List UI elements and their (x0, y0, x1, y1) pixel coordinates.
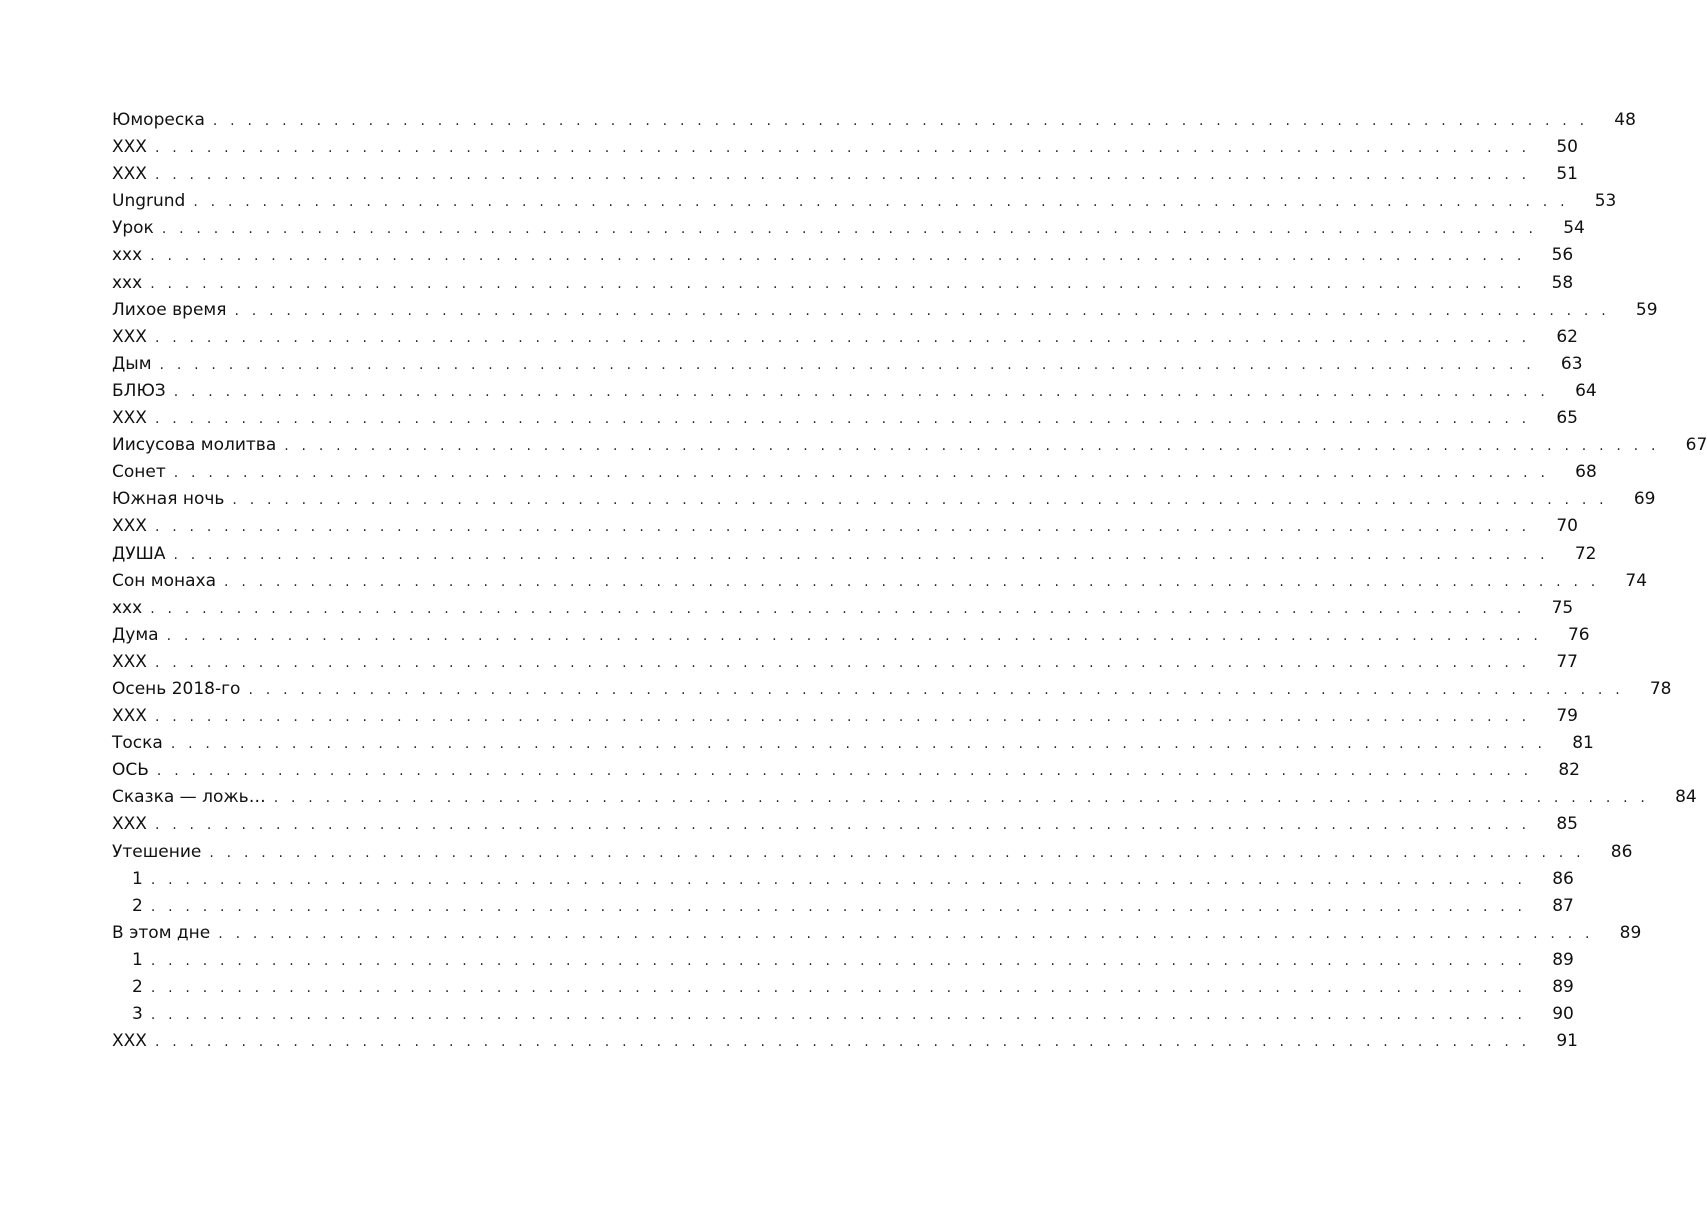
toc-entry-title: ХХХ (112, 408, 147, 429)
toc-subentry[interactable] (112, 866, 1574, 893)
dot-leader: . . . . . . . . . . . . . . . . . . . . . . . . . . . . . . . . . . . . . . . . . . . . . . . . . . . . . . . . . . . . . . . . . . . . . . . . . . . . . . . . (248, 681, 1624, 698)
toc-entry[interactable] (112, 161, 1578, 188)
toc-entry-title: Сонет (112, 462, 166, 483)
dot-leader: . . . . . . . . . . . . . . . . . . . . . . . . . . . . . . . . . . . . . . . . . . . . . . . . . . . . . . . . . . . . . . . . . . . . . . . . . . . . . . . . (150, 898, 1527, 915)
dot-leader: . . . . . . . . . . . . . . . . . . . . . . . . . . . . . . . . . . . . . . . . . . . . . . . . . . . . . . . . . . . . . . . . . . . . . . . . . . . . . . . . (150, 871, 1527, 888)
toc-entry-title: Ungrund (112, 191, 186, 212)
toc-entry-page-number: 89 (1552, 949, 1574, 970)
toc-entry-page-number: 56 (1551, 245, 1574, 266)
toc-entry[interactable] (112, 839, 1633, 866)
toc-entry[interactable] (112, 351, 1583, 378)
toc-entry[interactable] (112, 324, 1578, 351)
toc-entry-title: ХХХ (112, 814, 147, 835)
dot-leader: . . . . . . . . . . . . . . . . . . . . . . . . . . . . . . . . . . . . . . . . . . . . . . . . . . . . . . . . . . . . . . . . . . . . . . . . . . . . . . . . (284, 438, 1660, 455)
toc-entry-page-number: 62 (1556, 326, 1578, 347)
dot-leader: . . . . . . . . . . . . . . . . . . . . . . . . . . . . . . . . . . . . . . . . . . . . . . . . . . . . . . . . . . . . . . . . . . . . . . . . . . . . . . . . (154, 519, 1531, 536)
toc-entry-title: Иисусова молитва (112, 435, 277, 456)
toc-entry-title: Утешение (112, 841, 202, 862)
dot-leader: . . . . . . . . . . . . . . . . . . . . . . . . . . . . . . . . . . . . . . . . . . . . . . . . . . . . . . . . . . . . . . . . . . . . . . . . . . . . . . . . (193, 194, 1569, 211)
toc-entry-title: Дума (112, 624, 159, 645)
toc-entry-title: ххх (112, 245, 143, 266)
dot-leader: . . . . . . . . . . . . . . . . . . . . . . . . . . . . . . . . . . . . . . . . . . . . . . . . . . . . . . . . . . . . . . . . . . . . . . . . . . . . . . . . (150, 952, 1527, 969)
toc-entry[interactable] (112, 649, 1578, 676)
toc-entry-page-number: 53 (1594, 191, 1617, 212)
toc-entry[interactable] (112, 622, 1590, 649)
toc-entry[interactable] (112, 270, 1574, 297)
toc-entry-title: Сон монаха (112, 570, 217, 591)
dot-leader: . . . . . . . . . . . . . . . . . . . . . . . . . . . . . . . . . . . . . . . . . . . . . . . . . . . . . . . . . . . . . . . . . . . . . . . . . . . . . . . . (173, 383, 1550, 400)
dot-leader: . . . . . . . . . . . . . . . . . . . . . . . . . . . . . . . . . . . . . . . . . . . . . . . . . . . . . . . . . . . . . . . . . . . . . . . . . . . . . . . . (212, 113, 1589, 129)
toc-entry-title: 2 (132, 895, 143, 916)
toc-subentry[interactable] (112, 947, 1574, 974)
toc-entry-title: ХХХ (112, 326, 147, 347)
toc-entry-page-number: 85 (1556, 814, 1578, 835)
toc-entry[interactable] (112, 757, 1580, 784)
toc-entry[interactable] (112, 107, 1636, 134)
dot-leader: . . . . . . . . . . . . . . . . . . . . . . . . . . . . . . . . . . . . . . . . . . . . . . . . . . . . . . . . . . . . . . . . . . . . . . . . . . . . . . . . (156, 763, 1533, 780)
toc-entry-title: ХХХ (112, 164, 147, 185)
toc-entry-page-number: 63 (1560, 353, 1583, 374)
toc-entry[interactable] (112, 297, 1658, 324)
toc-entry[interactable] (112, 405, 1578, 432)
toc-entry[interactable] (112, 242, 1574, 269)
toc-entry-title: ХХХ (112, 137, 147, 158)
dot-leader: . . . . . . . . . . . . . . . . . . . . . . . . . . . . . . . . . . . . . . . . . . . . . . . . . . . . . . . . . . . . . . . . . . . . . . . . . . . . . . . . (154, 140, 1531, 157)
toc-entry-page-number: 79 (1556, 706, 1578, 727)
dot-leader: . . . . . . . . . . . . . . . . . . . . . . . . . . . . . . . . . . . . . . . . . . . . . . . . . . . . . . . . . . . . . . . . . . . . . . . . . . . . . . . . (150, 248, 1526, 265)
toc-entry-page-number: 54 (1563, 218, 1585, 239)
toc-entry-title: Юмореска (112, 110, 205, 130)
toc-entry-title: БЛЮЗ (112, 380, 166, 401)
dot-leader: . . . . . . . . . . . . . . . . . . . . . . . . . . . . . . . . . . . . . . . . . . . . . . . . . . . . . . . . . . . . . . . . . . . . . . . . . . . . . . . . (232, 492, 1608, 509)
dot-leader: . . . . . . . . . . . . . . . . . . . . . . . . . . . . . . . . . . . . . . . . . . . . . . . . . . . . . . . . . . . . . . . . . . . . . . . . . . . . . . . . (154, 329, 1531, 346)
toc-entry-title: Тоска (112, 733, 163, 754)
toc-entry-title: ххх (112, 272, 143, 293)
toc-entry[interactable] (112, 459, 1597, 486)
toc-entry-title: ххх (112, 597, 143, 618)
dot-leader: . . . . . . . . . . . . . . . . . . . . . . . . . . . . . . . . . . . . . . . . . . . . . . . . . . . . . . . . . . . . . . . . . . . . . . . . . . . . . . . . (173, 546, 1549, 563)
toc-entry-title: Южная ночь (112, 489, 225, 510)
toc-entry-page-number: 65 (1556, 408, 1578, 429)
toc-entry-title: В этом дне (112, 922, 211, 943)
toc-entry-title: ХХХ (112, 651, 147, 672)
toc-entry-page-number: 75 (1551, 597, 1574, 618)
toc-subentry[interactable] (112, 893, 1574, 920)
toc-entry-title: 1 (132, 868, 143, 889)
toc-entry-title: ХХХ (112, 516, 147, 537)
toc-entry[interactable] (112, 730, 1594, 757)
toc-entry-page-number: 58 (1551, 272, 1574, 293)
dot-leader: . . . . . . . . . . . . . . . . . . . . . . . . . . . . . . . . . . . . . . . . . . . . . . . . . . . . . . . . . . . . . . . . . . . . . . . . . . . . . . . . (154, 654, 1531, 671)
toc-subentry[interactable] (112, 974, 1574, 1001)
toc-entry-title: Осень 2018-го (112, 678, 241, 699)
toc-entry[interactable] (112, 920, 1642, 947)
toc-entry-page-number: 59 (1635, 299, 1658, 320)
toc-entry-page-number: 76 (1567, 624, 1590, 645)
dot-leader: . . . . . . . . . . . . . . . . . . . . . . . . . . . . . . . . . . . . . . . . . . . . . . . . . . . . . . . . . . . . . . . . . . . . . . . . . . . . . . . . (154, 167, 1531, 184)
toc-entry[interactable] (112, 703, 1578, 730)
dot-leader: . . . . . . . . . . . . . . . . . . . . . . . . . . . . . . . . . . . . . . . . . . . . . . . . . . . . . . . . . . . . . . . . . . . . . . . . . . . . . . . . (150, 1007, 1527, 1024)
dot-leader: . . . . . . . . . . . . . . . . . . . . . . . . . . . . . . . . . . . . . . . . . . . . . . . . . . . . . . . . . . . . . . . . . . . . . . . . . . . . . . . . (273, 790, 1650, 807)
toc-entry-page-number: 86 (1552, 868, 1574, 889)
toc-subentry[interactable] (112, 1001, 1574, 1028)
toc-entry-page-number: 70 (1556, 516, 1578, 537)
toc-entry-page-number: 86 (1610, 841, 1633, 862)
toc-entry-page-number: 50 (1556, 137, 1578, 158)
dot-leader: . . . . . . . . . . . . . . . . . . . . . . . . . . . . . . . . . . . . . . . . . . . . . . . . . . . . . . . . . . . . . . . . . . . . . . . . . . . . . . . . (161, 221, 1538, 238)
dot-leader: . . . . . . . . . . . . . . . . . . . . . . . . . . . . . . . . . . . . . . . . . . . . . . . . . . . . . . . . . . . . . . . . . . . . . . . . . . . . . . . . (150, 275, 1526, 292)
toc-entry[interactable] (112, 513, 1578, 540)
dot-leader: . . . . . . . . . . . . . . . . . . . . . . . . . . . . . . . . . . . . . . . . . . . . . . . . . . . . . . . . . . . . . . . . . . . . . . . . . . . . . . . . (154, 709, 1531, 726)
toc-entry-title: Дым (112, 353, 152, 374)
toc-entry-page-number: 64 (1575, 380, 1597, 401)
toc-entry[interactable] (112, 432, 1707, 459)
dot-leader: . . . . . . . . . . . . . . . . . . . . . . . . . . . . . . . . . . . . . . . . . . . . . . . . . . . . . . . . . . . . . . . . . . . . . . . . . . . . . . . . (209, 844, 1585, 861)
toc-entry-page-number: 91 (1556, 1031, 1578, 1052)
toc-entry-title: 1 (132, 949, 143, 970)
toc-entry-page-number: 90 (1552, 1004, 1574, 1025)
dot-leader: . . . . . . . . . . . . . . . . . . . . . . . . . . . . . . . . . . . . . . . . . . . . . . . . . . . . . . . . . . . . . . . . . . . . . . . . . . . . . . . . (154, 1034, 1531, 1051)
toc-entry[interactable] (112, 784, 1697, 811)
toc-entry[interactable] (112, 378, 1597, 405)
toc-entry-page-number: 77 (1556, 651, 1578, 672)
dot-leader: . . . . . . . . . . . . . . . . . . . . . . . . . . . . . . . . . . . . . . . . . . . . . . . . . . . . . . . . . . . . . . . . . . . . . . . . . . . . . . . . (150, 600, 1526, 617)
toc-entry-title: Урок (112, 218, 154, 239)
dot-leader: . . . . . . . . . . . . . . . . . . . . . . . . . . . . . . . . . . . . . . . . . . . . . . . . . . . . . . . . . . . . . . . . . . . . . . . . . . . . . . . . (173, 465, 1550, 482)
toc-entry-page-number: 67 (1685, 435, 1707, 456)
toc-entry-page-number: 84 (1675, 787, 1697, 808)
toc-entry[interactable] (112, 541, 1597, 568)
dot-leader: . . . . . . . . . . . . . . . . . . . . . . . . . . . . . . . . . . . . . . . . . . . . . . . . . . . . . . . . . . . . . . . . . . . . . . . . . . . . . . . . (154, 817, 1531, 834)
toc-entry[interactable] (112, 568, 1648, 595)
toc-entry-title: ДУША (112, 543, 166, 564)
toc-entry-page-number: 72 (1574, 543, 1597, 564)
toc-entry-page-number: 82 (1558, 760, 1580, 781)
toc-entry-page-number: 51 (1556, 164, 1578, 185)
toc-entry-title: 3 (132, 1004, 143, 1025)
toc-entry-title: 2 (132, 977, 143, 997)
dot-leader: . . . . . . . . . . . . . . . . . . . . . . . . . . . . . . . . . . . . . . . . . . . . . . . . . . . . . . . . . . . . . . . . . . . . . . . . . . . . . . . . (234, 302, 1610, 319)
toc-entry[interactable] (112, 811, 1578, 838)
toc-entry-page-number: 74 (1625, 570, 1648, 591)
toc-entry[interactable] (112, 215, 1585, 242)
toc-entry-page-number: 87 (1552, 895, 1574, 916)
toc-entry[interactable] (112, 676, 1672, 703)
dot-leader: . . . . . . . . . . . . . . . . . . . . . . . . . . . . . . . . . . . . . . . . . . . . . . . . . . . . . . . . . . . . . . . . . . . . . . . . . . . . . . . . (166, 627, 1542, 644)
toc-entry-page-number: 69 (1633, 489, 1656, 510)
toc-entry-title: Сказка — ложь… (112, 787, 266, 808)
dot-leader: . . . . . . . . . . . . . . . . . . . . . . . . . . . . . . . . . . . . . . . . . . . . . . . . . . . . . . . . . . . . . . . . . . . . . . . . . . . . . . . . (170, 736, 1547, 753)
toc-entry[interactable] (112, 486, 1656, 513)
toc-entry-title: Лихое время (112, 299, 227, 320)
toc-entry[interactable] (112, 595, 1574, 622)
toc-entry-title: ХХХ (112, 1031, 147, 1052)
dot-leader: . . . . . . . . . . . . . . . . . . . . . . . . . . . . . . . . . . . . . . . . . . . . . . . . . . . . . . . . . . . . . . . . . . . . . . . . . . . . . . . . (154, 411, 1531, 428)
toc-entry[interactable] (112, 188, 1617, 215)
toc-entry[interactable] (112, 1028, 1578, 1055)
dot-leader: . . . . . . . . . . . . . . . . . . . . . . . . . . . . . . . . . . . . . . . . . . . . . . . . . . . . . . . . . . . . . . . . . . . . . . . . . . . . . . . . (159, 356, 1535, 373)
toc-entry-page-number: 81 (1572, 733, 1594, 754)
dot-leader: . . . . . . . . . . . . . . . . . . . . . . . . . . . . . . . . . . . . . . . . . . . . . . . . . . . . . . . . . . . . . . . . . . . . . . . . . . . . . . . . (224, 573, 1600, 590)
toc-entry[interactable] (112, 134, 1578, 161)
dot-leader: . . . . . . . . . . . . . . . . . . . . . . . . . . . . . . . . . . . . . . . . . . . . . . . . . . . . . . . . . . . . . . . . . . . . . . . . . . . . . . . . (218, 925, 1594, 942)
toc-entry-page-number: 89 (1619, 922, 1642, 943)
toc-entry-page-number: 68 (1575, 462, 1597, 483)
dot-leader: . . . . . . . . . . . . . . . . . . . . . . . . . . . . . . . . . . . . . . . . . . . . . . . . . . . . . . . . . . . . . . . . . . . . . . . . . . . . . . . . (150, 980, 1527, 996)
toc-entry-page-number: 48 (1614, 110, 1636, 130)
toc-entry-title: ОСЬ (112, 760, 149, 781)
toc-entry-title: ХХХ (112, 706, 147, 727)
toc-entry-page-number: 78 (1649, 678, 1672, 699)
table-of-contents (112, 107, 1707, 1055)
toc-entry-page-number: 89 (1552, 977, 1574, 997)
